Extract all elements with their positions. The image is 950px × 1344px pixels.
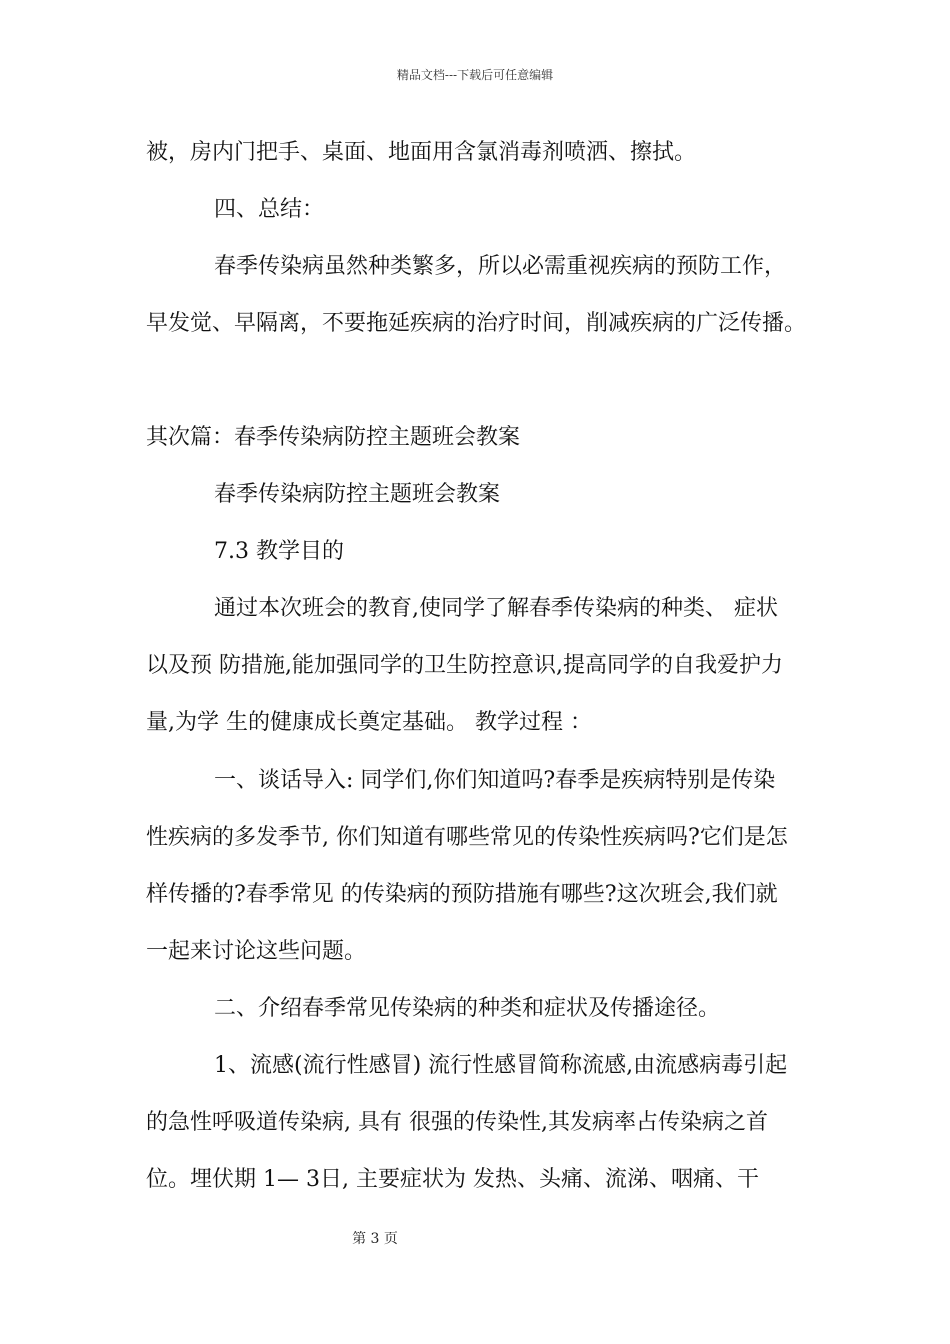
page-number: 第 3 页 [352, 1231, 398, 1247]
chapter-title: 其次篇：春季传染病防控主题班会教案 [146, 425, 521, 450]
document-title: 春季传染病防控主题班会教案 [214, 482, 501, 507]
body-line: 以及预 防措施,能加强同学的卫生防控意识,提高同学的自我爱护力 [146, 653, 783, 678]
body-line: 量,为学 生的健康成长奠定基础。 教学过程 ： [146, 710, 592, 735]
body-line: 通过本次班会的教育,使同学了解春季传染病的种类、 症状 [214, 596, 778, 621]
section-heading: 四、总结： [214, 197, 325, 222]
page-header: 精品文档---下载后可任意编辑 [396, 68, 554, 82]
body-line: 春季传染病虽然种类繁多，所以必需重视疾病的预防工作， [214, 254, 787, 279]
section-heading: 7.3 教学目的 [214, 539, 344, 564]
body-line: 1、流感(流行性感冒) 流行性感冒简称流感,由流感病毒引起 [214, 1053, 788, 1078]
body-line: 位。埋伏期 1— 3日, 主要症状为 发热、头痛、流涕、咽痛、干 [146, 1167, 759, 1192]
body-line: 早发觉、早隔离，不要拖延疾病的治疗时间，削减疾病的广泛传播。 [146, 311, 807, 336]
body-line: 样传播的?春季常见 的传染病的预防措施有哪些?这次班会,我们就 [146, 882, 778, 907]
body-line: 性疾病的多发季节, 你们知道有哪些常见的传染性疾病吗?它们是怎 [146, 825, 788, 850]
body-line: 一、谈话导入: 同学们,你们知道吗?春季是疾病特别是传染 [214, 768, 776, 793]
body-line: 被，房内门把手、桌面、地面用含氯消毒剂喷洒、擦拭。 [146, 140, 697, 165]
body-line: 一起来讨论这些问题。 [146, 939, 367, 964]
section-heading: 二、介绍春季常见传染病的种类和症状及传播途径。 [214, 996, 721, 1021]
body-line: 的急性呼吸道传染病, 具有 很强的传染性,其发病率占传染病之首 [146, 1110, 768, 1135]
